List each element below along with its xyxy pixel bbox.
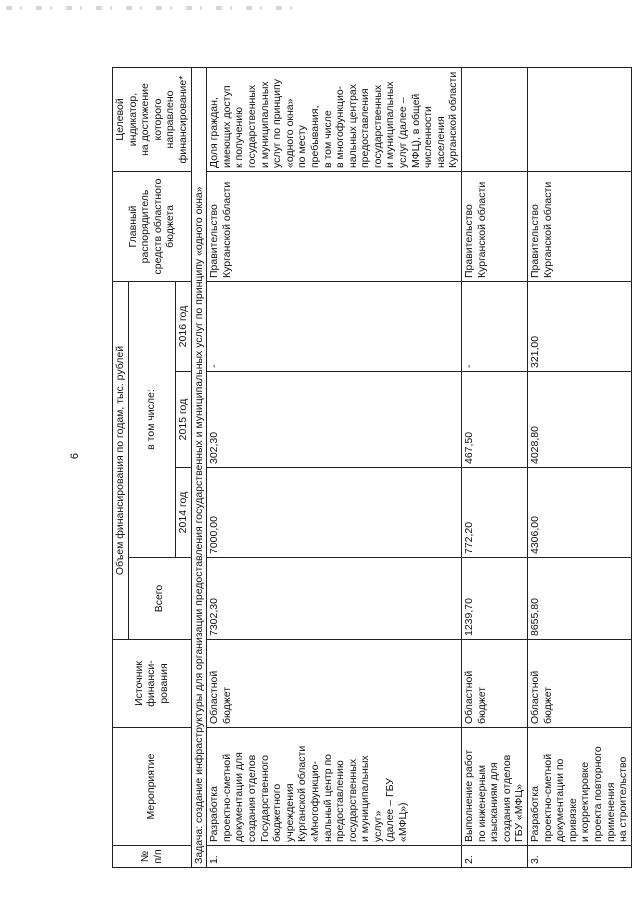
cell-no: 2. xyxy=(462,846,528,868)
cell-total: 7302,30 xyxy=(207,558,462,640)
cell-source: Областной бюджет xyxy=(462,640,528,728)
cell-2015: 4028,80 xyxy=(528,372,632,468)
header-including: в том числе: xyxy=(128,282,175,558)
cell-indicator: Доля граждан, имеющих доступ к получению государственных и муниципальных услуг по принципу «одного окна» по месту пребывания, в том числе в многофункцио- нальных центрах предоставления государственных и муниципальных услуг (далее – МФЦ), в общей численности населения Курганской области xyxy=(207,68,462,172)
cell-no: 3. xyxy=(528,846,632,868)
table-row xyxy=(528,68,632,868)
header-2015: 2015 год xyxy=(175,372,191,468)
cell-2016: 321,00 xyxy=(528,282,632,372)
header-measure: Мероприятие xyxy=(113,728,192,846)
table-row xyxy=(462,68,528,868)
cell-indicator xyxy=(528,68,632,172)
header-total: Всего xyxy=(128,558,191,640)
cell-manager: Правительство Курганской области xyxy=(462,172,528,282)
cell-2016: - xyxy=(207,282,462,372)
cell-2016: - xyxy=(462,282,528,372)
cell-2014: 7000,00 xyxy=(207,468,462,558)
header-2016: 2016 год xyxy=(175,282,191,372)
header-indicator: Целевой индикатор, на достижение которого направлено финансирование* xyxy=(113,68,192,172)
cell-source: Областной бюджет xyxy=(207,640,462,728)
task-row: Задача: создание инфраструктуры для организации предоставления государственных и муниципальных услуг по принципу «одного окна» xyxy=(191,68,207,868)
financing-table xyxy=(112,67,632,868)
cell-source: Областной бюджет xyxy=(528,640,632,728)
header-volume: Объем финансирования по годам, тыс. рублей xyxy=(113,282,129,640)
cell-2014: 4306,00 xyxy=(528,468,632,558)
cell-measure: Выполнение работ по инженерным изысканиям для создания отделов ГБУ «МФЦ» xyxy=(462,728,528,846)
scan-noise xyxy=(6,6,306,10)
cell-no: 1. xyxy=(207,846,462,868)
cell-total: 8655,80 xyxy=(528,558,632,640)
cell-total: 1239,70 xyxy=(462,558,528,640)
cell-2015: 467,50 xyxy=(462,372,528,468)
cell-2014: 772,20 xyxy=(462,468,528,558)
cell-indicator xyxy=(462,68,528,172)
cell-manager: Правительство Курганской области xyxy=(528,172,632,282)
header-manager: Главный распорядитель средств областного бюджета xyxy=(113,172,192,282)
header-source: Источник финанси- рования xyxy=(113,640,192,728)
cell-manager: Правительство Курганской области xyxy=(207,172,462,282)
cell-measure: Разработка проектно-сметной документации для создания отделов Государственного бюджетного учреждения Курганской области «Многофункцио- нальный центр по предоставлению государственных и муниципальных услуг» (далее – ГБУ «МФЦ») xyxy=(207,728,462,846)
rotated-table-container xyxy=(112,68,630,868)
cell-2015: 302,30 xyxy=(207,372,462,468)
cell-measure: Разработка проектно-сметной документации по привязке и корректировке проекта повторного применения на строительство xyxy=(528,728,632,846)
table-row xyxy=(207,68,462,868)
page-number: 6 xyxy=(69,452,82,460)
header-2014: 2014 год xyxy=(175,468,191,558)
header-no: № п/п xyxy=(113,846,192,868)
